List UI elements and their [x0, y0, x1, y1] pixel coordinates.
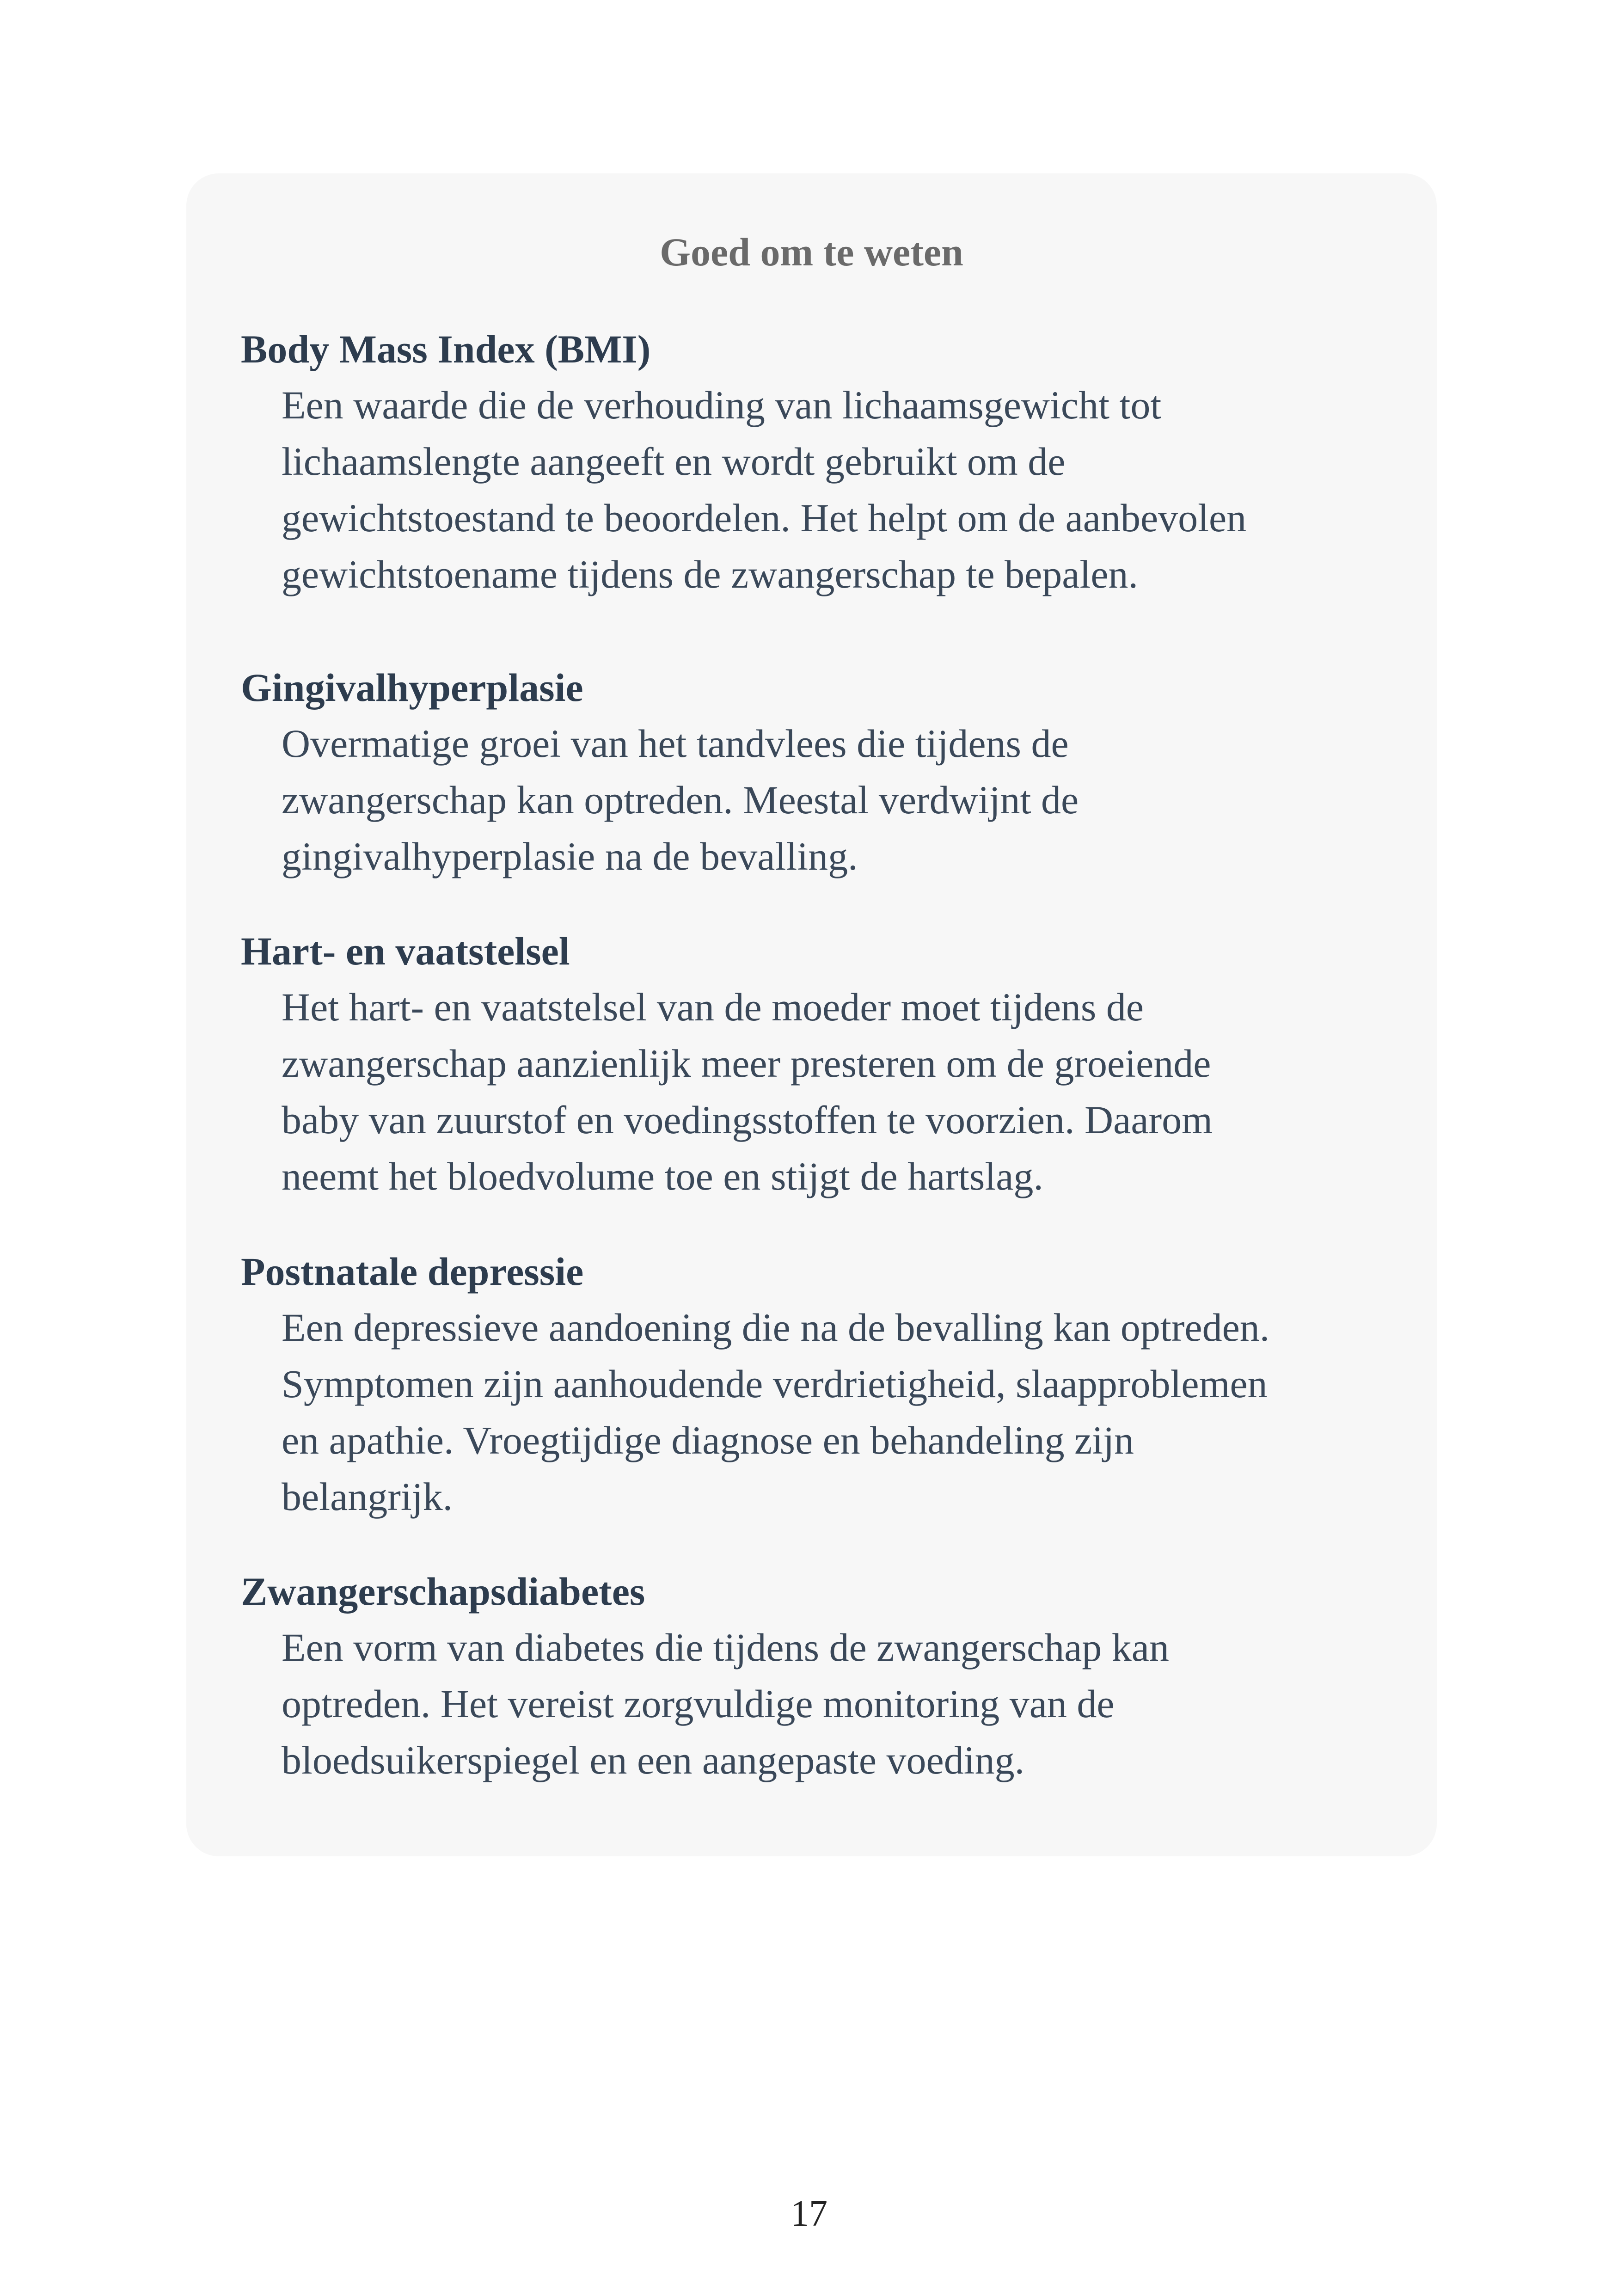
term-definition — [282, 1619, 1397, 1788]
definition-line: Een vorm van diabetes die tijdens de zwangerschap kan — [282, 1625, 1169, 1670]
term-name: Gingivalhyperplasie — [241, 665, 583, 710]
term-gingivalhyperplasie — [241, 664, 1397, 884]
term-bmi — [241, 326, 1397, 602]
term-zwangerschapsdiabetes — [241, 1568, 1397, 1788]
definition-line: zwangerschap aanzienlijk meer presteren om de groeiende — [282, 1041, 1211, 1086]
definition-line: Overmatige groei van het tandvlees die tijdens de — [282, 721, 1069, 766]
box-title: Goed om te weten — [660, 230, 963, 274]
term-name: Zwangerschapsdiabetes — [241, 1569, 645, 1614]
definition-line: Een waarde die de verhouding van lichaamsgewicht tot — [282, 383, 1162, 427]
term-definition — [282, 979, 1397, 1204]
definition-line: en apathie. Vroegtijdige diagnose en behandeling zijn — [282, 1418, 1134, 1462]
term-hart-en-vaatstelsel — [241, 928, 1397, 1204]
term-name: Postnatale depressie — [241, 1249, 584, 1294]
definition-line: Het hart- en vaatstelsel van de moeder moet tijdens de — [282, 985, 1144, 1029]
definition-line: gewichtstoename tijdens de zwangerschap te bepalen. — [282, 552, 1139, 596]
definition-line: gingivalhyperplasie na de bevalling. — [282, 834, 858, 878]
definition-line: zwangerschap kan optreden. Meestal verdwijnt de — [282, 778, 1079, 822]
definition-line: gewichtstoestand te beoordelen. Het helpt om de aanbevolen — [282, 496, 1247, 540]
definition-line: Symptomen zijn aanhoudende verdrietigheid, slaapproblemen — [282, 1362, 1268, 1406]
definition-line: neemt het bloedvolume toe en stijgt de hartslag. — [282, 1154, 1043, 1198]
term-name: Body Mass Index (BMI) — [241, 327, 651, 371]
term-definition — [282, 715, 1397, 884]
definition-line: belangrijk. — [282, 1474, 453, 1519]
term-postnatale-depressie — [241, 1248, 1397, 1525]
definition-line: bloedsuikerspiegel en een aangepaste voeding. — [282, 1738, 1025, 1782]
definition-line: Een depressieve aandoening die na de bevalling kan optreden. — [282, 1305, 1270, 1350]
page-number: 17 — [791, 2193, 827, 2234]
term-definition — [282, 1299, 1397, 1525]
definition-line: optreden. Het vereist zorgvuldige monitoring van de — [282, 1682, 1115, 1726]
term-definition — [282, 377, 1397, 602]
definition-line: baby van zuurstof en voedingsstoffen te voorzien. Daarom — [282, 1098, 1213, 1142]
definition-line: lichaamslengte aangeeft en wordt gebruikt om de — [282, 439, 1066, 484]
info-box — [186, 173, 1437, 1856]
term-name: Hart- en vaatstelsel — [241, 929, 570, 973]
